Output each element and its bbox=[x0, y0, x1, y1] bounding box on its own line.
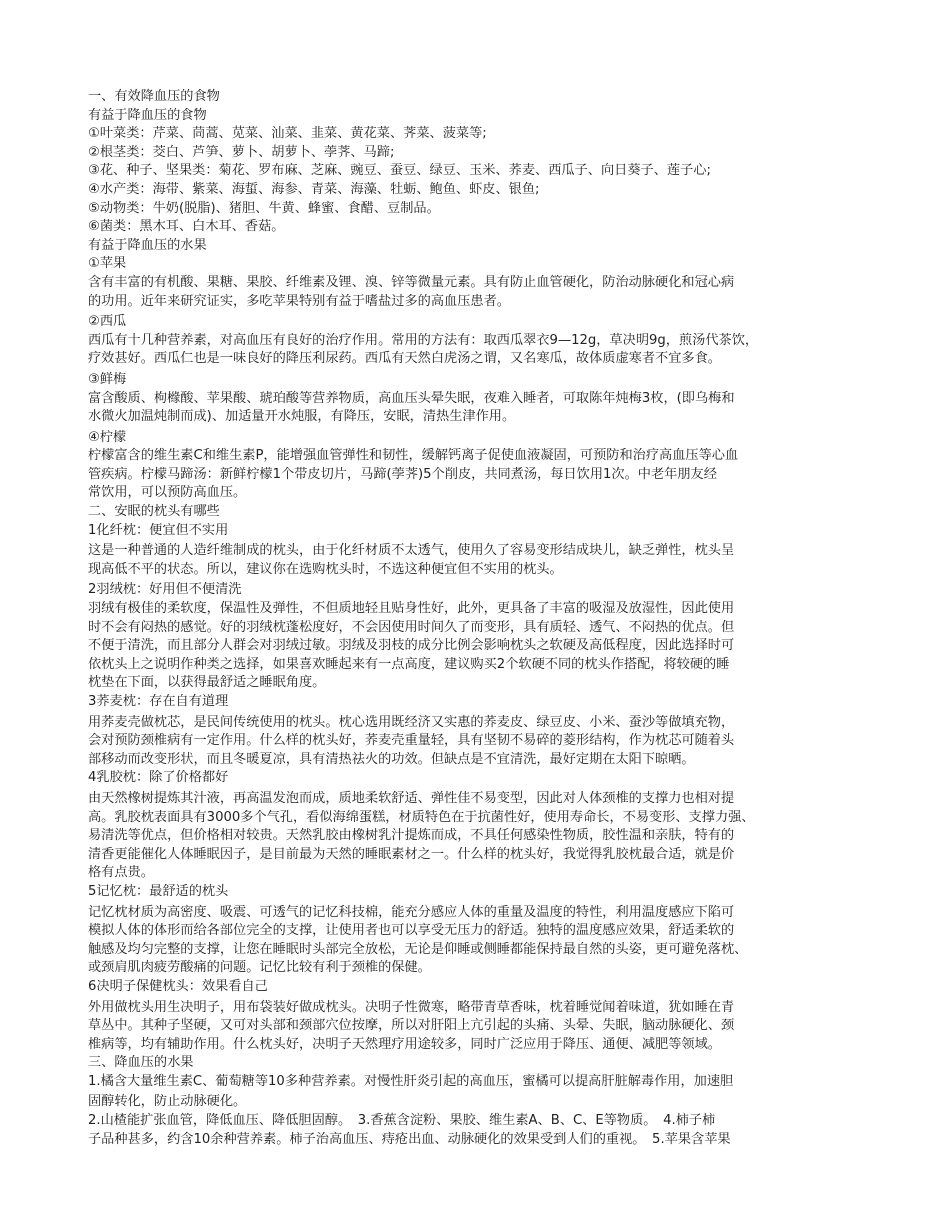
text-line: ③鲜梅 bbox=[88, 371, 127, 387]
text-line: 一、有效降血压的食物 bbox=[88, 89, 220, 104]
text-line: 部移动而改变形状，而且冬暖夏凉，具有清热祛火的功效。但缺点是不宜清洗，最好定期在太阳下晾晒。 bbox=[88, 751, 695, 767]
text-line: ⑥菌类：黑木耳、白木耳、香菇。 bbox=[88, 219, 285, 235]
text-line: 高。乳胶枕表面具有3000多个气孔，看似海绵蛋糕，材质特色在于抗菌性好，使用寿命长，不易变形、支撑力强、 bbox=[88, 809, 755, 825]
text-line: 有益于降血压的食物 bbox=[88, 107, 207, 123]
text-line: 椎病等，均有辅助作用。什么枕头好，决明子天然理疗用途较多，同时广泛应用于降压、通便、减肥等领域。 bbox=[88, 1036, 721, 1052]
text-line: 现高低不平的状态。所以，建议你在选购枕头时，不选这种便宜但不实用的枕头。 bbox=[88, 561, 563, 577]
text-line: 西瓜有十几种营养素，对高血压有良好的治疗作用。常用的方法有：取西瓜翠衣9—12g，草决明9g，煎汤代茶饮， bbox=[88, 332, 759, 348]
text-line: 二、安眠的枕头有哪些 bbox=[88, 504, 220, 520]
text-line: 羽绒有极佳的柔软度，保温性及弹性，不但质地轻且贴身性好，此外，更具备了丰富的吸湿及放湿性，因此使用 bbox=[88, 601, 735, 617]
text-line: 4乳胶枕：除了价格都好 bbox=[88, 770, 229, 786]
text-line: 1.橘含大量维生素C、葡萄糖等10多种营养素。对慢性肝炎引起的高血压，蜜橘可以提高肝脏解毒作用，加速胆 bbox=[88, 1073, 734, 1089]
text-line: 1化纤枕：便宜但不实用 bbox=[88, 522, 229, 538]
text-line: 三、降血压的水果 bbox=[88, 1055, 194, 1071]
text-line: ④柠檬 bbox=[88, 429, 127, 445]
text-line: 疗效甚好。西瓜仁也是一味良好的降压利尿药。西瓜有天然白虎汤之谓，又名寒瓜，故体质虚寒者不宜多食。 bbox=[88, 351, 721, 367]
text-line: 有益于降血压的水果 bbox=[88, 237, 207, 253]
text-line: 3荞麦枕：存在自有道理 bbox=[88, 694, 229, 709]
text-line: ②西瓜 bbox=[88, 314, 127, 330]
text-line: 常饮用，可以预防高血压。 bbox=[88, 485, 247, 501]
text-line: 柠檬富含的维生素C和维生素P，能增强血管弹性和韧性，缓解钙离子促使血液凝固，可预防和治疗高血压等心血 bbox=[88, 448, 739, 464]
text-line: 管疾病。柠檬马蹄汤：新鲜柠檬1个带皮切片，马蹄(荸荠)5个削皮，共同煮汤，每日饮用1次。中老年朋友经 bbox=[88, 466, 717, 482]
text-line: 清香更能催化人体睡眠因子，是目前最为天然的睡眠素材之一。什么样的枕头好，我觉得乳胶枕最合适，就是价 bbox=[88, 846, 735, 862]
text-line: 用荞麦壳做枕芯，是民间传统使用的枕头。枕心选用既经济又实惠的荞麦皮、绿豆皮、小米、蚕沙等做填充物， bbox=[88, 714, 735, 730]
text-line: 固醇转化，防止动脉硬化。 bbox=[88, 1094, 247, 1110]
document-body bbox=[88, 88, 863, 1149]
text-line: 子品种甚多，约含10余种营养素。柿子治高血压、痔疮出血、动脉硬化的效果受到人们的重视。 5.苹果含苹果 bbox=[88, 1131, 731, 1147]
text-line: 触感及均匀完整的支撑，让您在睡眠时头部完全放松，无论是仰睡或侧睡都能保持最自然的头姿，更可避免落枕、 bbox=[88, 941, 748, 957]
text-line: 富含酸质、枸橼酸、苹果酸、琥珀酸等营养物质，高血压头晕失眠，夜难入睡者，可取陈年炖梅3枚，(即乌梅和 bbox=[88, 390, 735, 406]
text-line: 含有丰富的有机酸、果糖、果胶、纤维素及锂、溴、锌等微量元素。具有防止血管硬化，防治动脉硬化和冠心病 bbox=[88, 274, 735, 290]
text-line: 由天然橡树提炼其汁液，再高温发泡而成，质地柔软舒适、弹性佳不易变型，因此对人体颈椎的支撑力也相对提 bbox=[88, 790, 735, 806]
text-line: 6决明子保健枕头：效果看自己 bbox=[88, 978, 268, 994]
text-line: 依枕头上之说明作种类之选择，如果喜欢睡起来有一点高度，建议购买2个软硬不同的枕头作搭配，将较硬的睡 bbox=[88, 656, 730, 672]
text-line: 2.山楂能扩张血管，降低血压、降低胆固醇。 3.香蕉含淀粉、果胶、维生素A、B、C、E等物质。 4.柿子柿 bbox=[88, 1113, 716, 1129]
text-line: 2羽绒枕：好用但不便清洗 bbox=[88, 582, 242, 598]
text-line: ①苹果 bbox=[88, 256, 127, 272]
text-line: 会对预防颈椎病有一定作用。什么样的枕头好，荞麦壳重量轻，具有坚韧不易碎的菱形结构，作为枕芯可随着头 bbox=[88, 733, 735, 749]
text-line: ③花、种子、坚果类：菊花、罗布麻、芝麻、豌豆、蚕豆、绿豆、玉米、荞麦、西瓜子、向日葵子、莲子心; bbox=[88, 163, 711, 179]
text-line: 易清洗等优点，但价格相对较贵。天然乳胶由橡树乳汁提炼而成，不具任何感染性物质，胶性温和亲肤，特有的 bbox=[88, 828, 735, 844]
text-line: ④水产类：海带、紫菜、海蜇、海参、青菜、海藻、牡蛎、鲍鱼、虾皮、银鱼; bbox=[88, 181, 540, 197]
text-line: 不便于清洗，而且部分人群会对羽绒过敏。羽绒及羽枝的成分比例会影响枕头之软硬及高低程度，因此选择时可 bbox=[88, 638, 735, 654]
text-line: 枕垫在下面，以获得最舒适之睡眠角度。 bbox=[88, 675, 326, 691]
text-line: ①叶菜类：芹菜、茼蒿、苋菜、汕菜、韭菜、黄花菜、荠菜、菠菜等; bbox=[88, 126, 487, 142]
text-line: ②根茎类：茭白、芦笋、萝卜、胡萝卜、荸荠、马蹄; bbox=[88, 144, 395, 160]
text-line: 5记忆枕：最舒适的枕头 bbox=[88, 883, 229, 899]
text-line: 水微火加温炖制而成)、加适量开水炖服，有降压，安眠，清热生津作用。 bbox=[88, 409, 516, 425]
text-line: 这是一种普通的人造纤维制成的枕头，由于化纤材质不太透气，使用久了容易变形结成块儿，缺乏弹性，枕头呈 bbox=[88, 543, 735, 559]
text-line: 外用做枕头用生决明子，用布袋装好做成枕头。决明子性微寒，略带青草香味，枕着睡觉闻着味道，犹如睡在青 bbox=[88, 999, 735, 1015]
text-line: 记忆枕材质为高密度、吸震、可透气的记忆科技棉，能充分感应人体的重量及温度的特性，利用温度感应下陷可 bbox=[88, 904, 735, 920]
text-line: 草丛中。其种子坚硬，又可对头部和颈部穴位按摩，所以对肝阳上亢引起的头痛、头晕、失眠，脑动脉硬化、颈 bbox=[88, 1018, 735, 1034]
text-line: 或颈肩肌肉疲劳酸痛的问题。记忆比较有利于颈椎的保健。 bbox=[88, 960, 431, 976]
text-line: 时不会有闷热的感觉。好的羽绒枕蓬松度好，不会因使用时间久了而变形，具有质轻、透气、不闷热的优点。但 bbox=[88, 619, 735, 635]
text-line: 的功用。近年来研究证实，多吃苹果特别有益于嗜盐过多的高血压患者。 bbox=[88, 293, 510, 309]
text-line: 格有点贵。 bbox=[88, 865, 154, 881]
text-line: 模拟人体的体形而给各部位完全的支撑，让使用者也可以享受无压力的舒适。独特的温度感应效果，舒适柔软的 bbox=[88, 923, 735, 939]
text-line: ⑤动物类：牛奶(脱脂)、猪胆、牛黄、蜂蜜、食醋、豆制品。 bbox=[88, 200, 440, 216]
